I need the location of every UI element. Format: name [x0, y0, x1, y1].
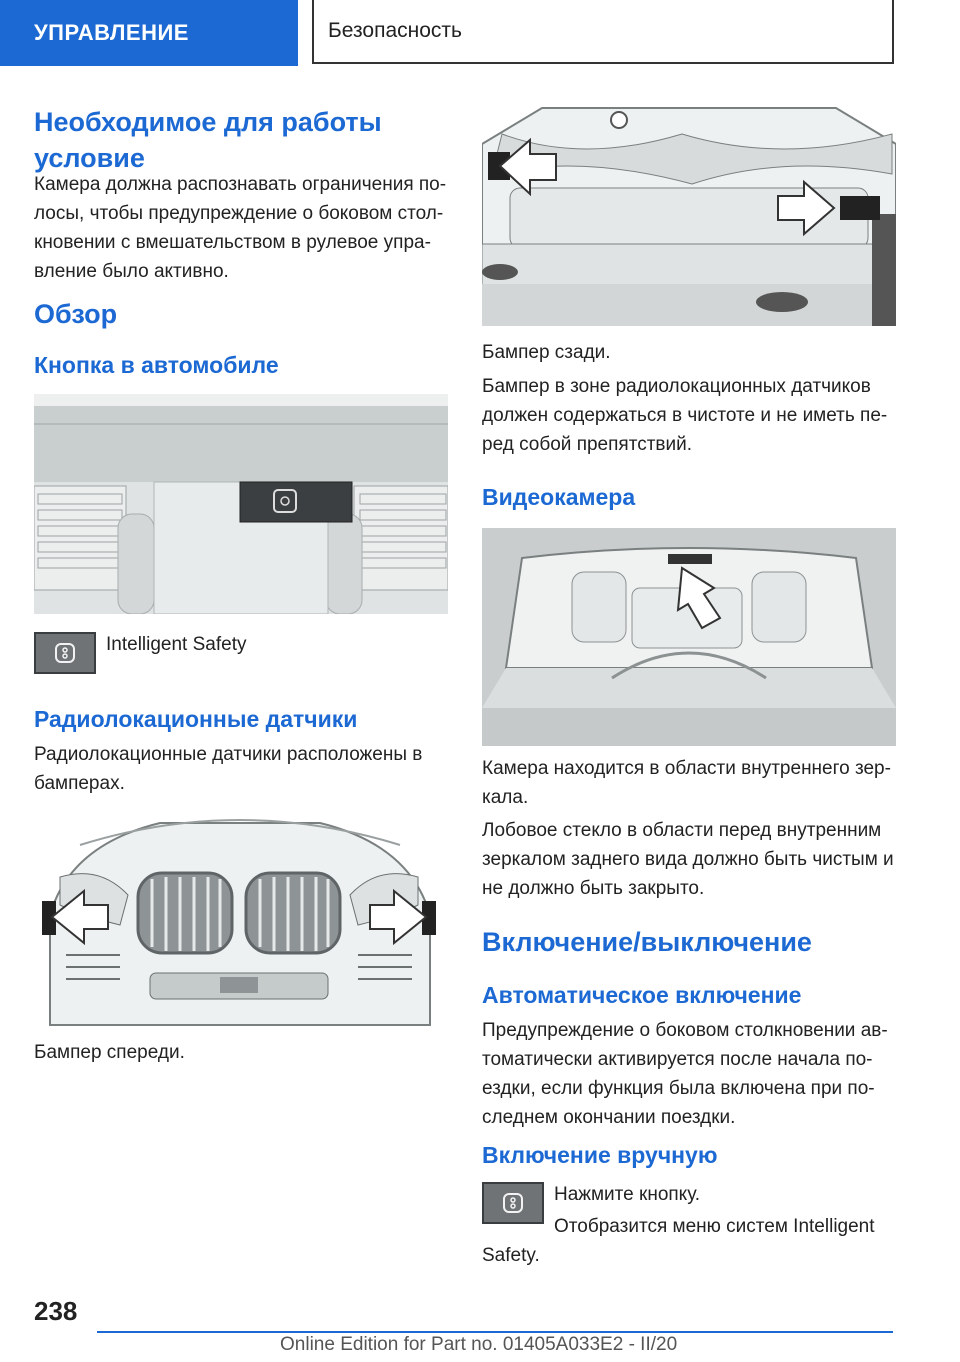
intelligent-safety-icon	[34, 632, 96, 674]
page-number: 238	[34, 1296, 78, 1326]
paragraph-radar: Радиолокационные датчики расположены в бамперах.	[34, 744, 423, 794]
footer-divider	[97, 1331, 893, 1333]
footer-edition: Online Edition for Part no. 01405A033E2 - II/20	[280, 1334, 678, 1355]
chapter-title: Безопасность	[328, 19, 462, 42]
dashboard-button-photo	[34, 394, 448, 614]
caption-rear-bumper: Бампер сзади.	[482, 342, 611, 363]
button-label: Intelligent Safety	[106, 634, 247, 655]
paragraph-condition: Камера должна распознавать ограничения по-лосы, чтобы предупреждение о боковом стол-кновении с вмешательством в рулевое упра-вление было активно.	[34, 174, 447, 282]
heading-radar: Радиолокационные датчики	[34, 706, 358, 732]
section-title: УПРАВЛЕНИЕ	[34, 20, 189, 45]
paragraph-rear-bumper: Бампер в зоне радиолокационных датчиков должен содержаться в чистоте и не иметь пе-ред собой препятствий.	[482, 376, 888, 455]
heading-overview: Обзор	[34, 299, 118, 329]
caption-front-bumper: Бампер спереди.	[34, 1042, 185, 1063]
section-tab	[0, 0, 298, 66]
paragraph-camera-location: Камера находится в области внутреннего зер-кала.	[482, 758, 891, 808]
chapter-tab	[312, 0, 894, 64]
heading-manual-on: Включение вручную	[482, 1142, 718, 1168]
heading-condition: Необходимое для работы условие	[34, 107, 382, 173]
heading-button-in-car: Кнопка в автомобиле	[34, 352, 279, 378]
rear-bumper-image	[482, 104, 896, 326]
paragraph-camera-windshield: Лобовое стекло в области перед внутренним зеркалом заднего вида должно быть чистым и не должно быть закрыто.	[482, 820, 894, 899]
heading-on-off: Включение/выключение	[482, 927, 812, 957]
camera-interior-image	[482, 528, 896, 746]
paragraph-menu-shown: Отобразится меню систем Intelligent Safety.	[482, 1216, 875, 1266]
front-bumper-image	[40, 805, 438, 1027]
paragraph-auto-on: Предупреждение о боковом столкновении ав-томатически активируется после начала по-ездки, если функция была включена при по-следнем окончании поездки.	[482, 1020, 888, 1128]
heading-auto-on: Автоматическое включение	[482, 982, 802, 1008]
heading-camera: Видеокамера	[482, 484, 636, 510]
paragraph-press-button: Нажмите кнопку.	[554, 1184, 701, 1205]
